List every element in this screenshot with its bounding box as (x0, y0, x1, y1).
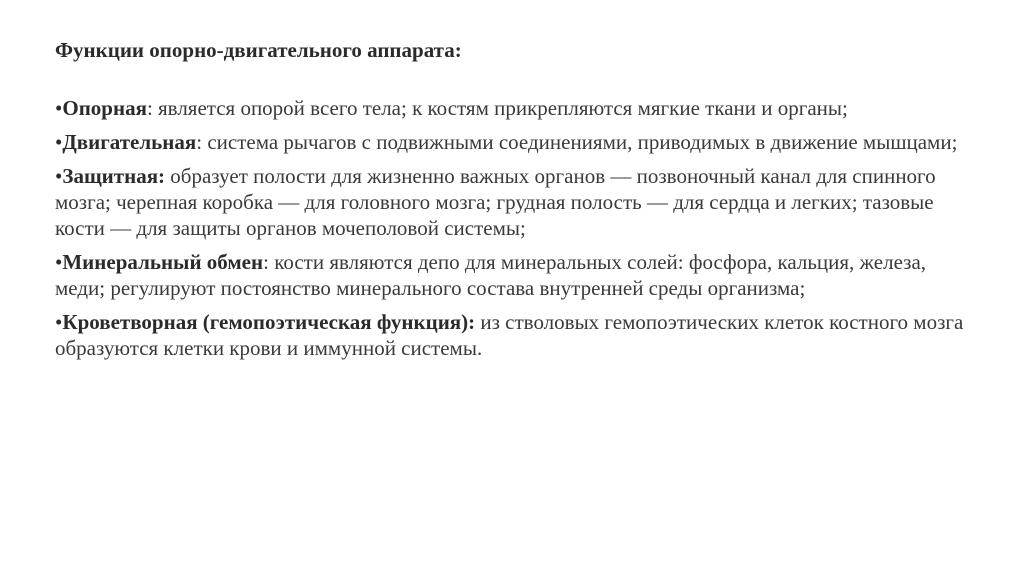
list-item (55, 309, 970, 361)
bullet: • (55, 164, 63, 188)
list-item (55, 163, 970, 241)
item-term: Кроветворная (гемопоэтическая функция): (62, 310, 476, 334)
bullet: • (55, 130, 63, 154)
item-term: Защитная: (62, 164, 166, 188)
bullet: • (55, 310, 63, 334)
item-text: : система рычагов с подвижными соединениями, приводимых в движение мышцами; (196, 130, 958, 154)
list-item (55, 95, 970, 121)
list-item (55, 249, 970, 301)
functions-list (55, 95, 970, 369)
item-term: Двигательная (62, 130, 197, 154)
item-text: образует полости для жизненно важных органов — позвоночный канал для спинного мозга; черепная коробка — для головного мозга; грудная полость — для сердца и легких; тазовые кости — для защиты органов мочеполовой системы; (55, 164, 936, 240)
slide-title: Функции опорно-двигательного аппарата: (55, 38, 462, 62)
item-term: Опорная (62, 96, 147, 120)
bullet: • (55, 250, 63, 274)
list-item (55, 129, 970, 155)
item-text: : кости являются депо для минеральных солей: фосфора, кальция, железа, меди; регулируют постоянство минерального состава внутренней среды организма; (55, 250, 927, 300)
item-text: : является опорой всего тела; к костям прикрепляются мягкие ткани и органы; (146, 96, 848, 120)
item-term: Минеральный обмен (62, 250, 264, 274)
bullet: • (55, 96, 63, 120)
item-text: из стволовых гемопоэтических клеток костного мозга образуются клетки крови и иммунной системы. (55, 310, 964, 360)
